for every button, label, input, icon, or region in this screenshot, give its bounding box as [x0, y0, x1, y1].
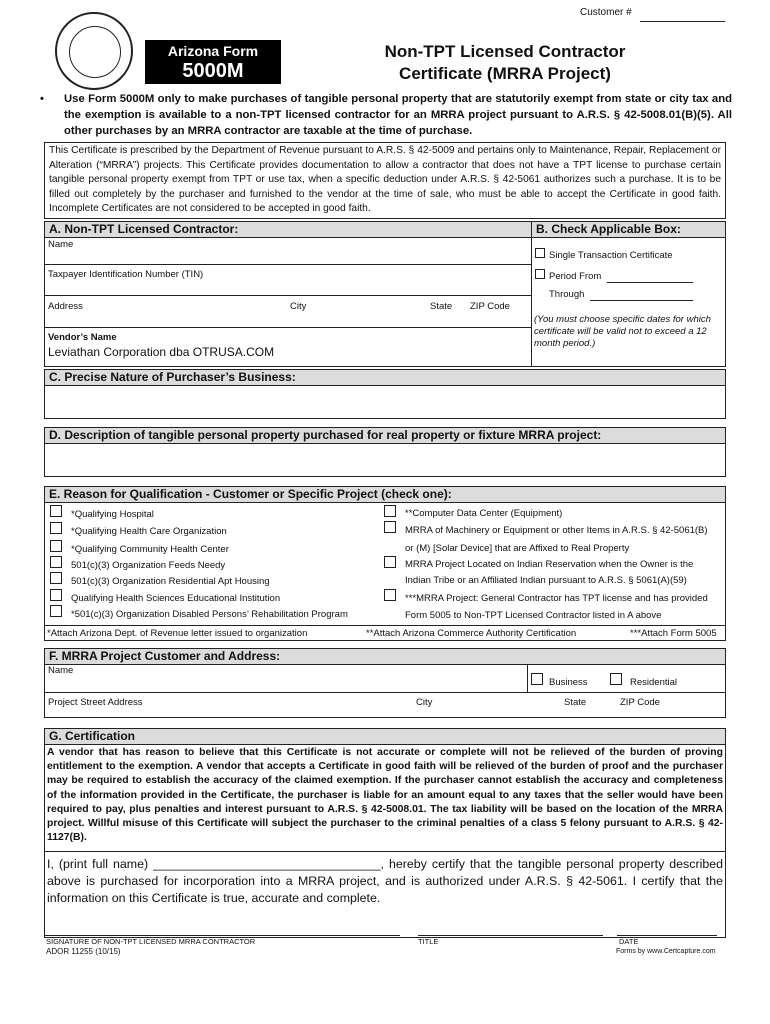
right-option: Indian Tribe or an Affiliated Indian pursuant to A.R.S. § 5061(A)(59) [405, 575, 687, 586]
period-from-label: Period From [549, 271, 602, 282]
address-label: Address [48, 301, 83, 312]
general-contractor-checkbox[interactable] [384, 589, 396, 601]
section-c-title: C. Precise Nature of Purchaser’s Business: [45, 370, 725, 386]
signature-line[interactable] [45, 935, 400, 936]
section-a-title: A. Non-TPT Licensed Contractor: [45, 222, 531, 238]
section-b-title: B. Check Applicable Box: [531, 222, 725, 238]
left-option: Qualifying Health Sciences Educational Institution [71, 593, 281, 604]
left-option: *Qualifying Health Care Organization [71, 526, 227, 537]
section-f-title: F. MRRA Project Customer and Address: [45, 649, 725, 665]
section-e-title: E. Reason for Qualification - Customer or Specific Project (check one): [45, 487, 725, 503]
credit-text: Forms by www.Certcapture.com [616, 948, 716, 955]
left-option: 501(c)(3) Organization Residential Apt Housing [71, 576, 270, 587]
vendor-name-value: Leviathan Corporation dba OTRUSA.COM [48, 345, 275, 359]
date-line[interactable] [617, 935, 717, 936]
indian-reservation-checkbox[interactable] [384, 556, 396, 568]
business-label: Business [549, 677, 588, 688]
form-badge [145, 40, 281, 84]
intro-paragraph: This Certificate is prescribed by the Department of Revenue pursuant to A.R.S. § 42-5009 and pertains only to Maintenance, Repair, Replacement or Alteration (“MRRA”) projects. This Certificate provides documentation to allow a contractor that does not have a TPT license to purchase certain tangible personal property exempt from TPT or use tax, when a specific deduction under A.R.S. § 42-5061 authorizes such a purchase. It is to be filled out completely by the purchaser and furnished to the vendor at the time of sale, who must be able to accept the Certificate in good faith. Incomplete Certificates are not considered to be accepted in good faith. [44, 142, 726, 219]
right-option: MRRA Project Located on Indian Reservation when the Owner is the [405, 559, 694, 570]
date-label: DATE [619, 937, 639, 946]
customer-name-label: Name [48, 665, 74, 676]
health-care-org-checkbox[interactable] [50, 522, 62, 534]
attach-footnote-2: **Attach Arizona Commerce Authority Certification [366, 628, 577, 639]
rehab-program-checkbox[interactable] [50, 605, 62, 617]
signature-label: SIGNATURE OF NON-TPT LICENSED MRRA CONTRACTOR [46, 937, 256, 946]
customer-number-label: Customer # [580, 7, 632, 18]
period-note: (You must choose specific dates for which certificate will be valid not to exceed a 12 month period.) [534, 314, 711, 349]
form-number: 5000M [182, 60, 244, 82]
residential-label: Residential [630, 677, 677, 688]
customer-number-line [640, 21, 725, 22]
vendor-name-label: Vendor’s Name [48, 332, 117, 343]
attach-footnote-3: ***Attach Form 5005 [630, 628, 717, 639]
usage-bullet: • Use Form 5000M only to make purchases of tangible personal property that are statutorily exempt from state or city tax and the exemption is available to a non-TPT licensed contractor for an MRRA project pursuant to A.R.S. § 42-5008.01(B)(5). All other purchases by an MRRA contractor are taxable at the time of purchase. [40, 93, 732, 137]
apt-housing-checkbox[interactable] [50, 572, 62, 584]
form-code: ADOR 11255 (10/15) [46, 947, 121, 956]
left-option: *Qualifying Community Health Center [71, 544, 229, 555]
computer-data-center-checkbox[interactable] [384, 505, 396, 517]
period-from-checkbox[interactable] [535, 269, 545, 279]
project-state-label: State [564, 697, 587, 708]
right-option: **Computer Data Center (Equipment) [405, 508, 563, 519]
zip-label: ZIP Code [470, 301, 510, 312]
left-option: *501(c)(3) Organization Disabled Persons’ Rehabilitation Program [71, 609, 348, 620]
tin-label: Taxpayer Identification Number (TIN) [48, 269, 204, 280]
through-label: Through [549, 289, 585, 300]
city-label: City [290, 301, 307, 312]
single-transaction-label: Single Transaction Certificate [549, 250, 673, 261]
bullet-dot: • [40, 93, 44, 105]
left-option: *Qualifying Hospital [71, 509, 154, 520]
certification-statement: I, (print full name) _________________________________, hereby certify that the tangible personal property described above is purchased for incorporation into a MRRA project, and is authorized under A.R.S. § 42-5061. I certify that the information on this Certificate is true, accurate and complete. [47, 857, 723, 905]
business-checkbox[interactable] [531, 673, 543, 685]
state-label: State [430, 301, 453, 312]
left-option: 501(c)(3) Organization Feeds Needy [71, 560, 226, 571]
vendor-warning-text: A vendor that has reason to believe that this Certificate is not accurate or complete will not be relieved of the burden of proving entitlement to the exemption. A vendor that accepts a Certificate in good faith will be relieved of the burden of proof and the purchaser may be required to establish the accuracy of the claimed exemption. If the purchaser cannot establish the accuracy and completeness of the information provided in the Certificate, the purchaser is liable for an amount equal to any taxes that the seller would have been required to pay, plus penalties and interest pursuant to A.R.S. § 42-5008.01. The tax liability will be based on the location of the MRRA project. Willful misuse of this Certificate will subject the purchaser to the criminal penalties of a class 5 felony pursuant to A.R.S. § 42-1127(B). [47, 747, 723, 844]
through-field[interactable] [590, 300, 693, 301]
project-city-label: City [416, 697, 433, 708]
right-option: MRRA of Machinery or Equipment or other Items in A.R.S. § 42-5061(B) [405, 525, 708, 536]
page-title: Non-TPT Licensed Contractor Certificate (MRRA Project) [384, 42, 626, 83]
residential-checkbox[interactable] [610, 673, 622, 685]
single-transaction-checkbox[interactable] [535, 248, 545, 258]
section-d-title: D. Description of tangible personal property purchased for real property or fixture MRRA project: [45, 428, 725, 444]
project-street-label: Project Street Address [48, 697, 143, 708]
contractor-name-label: Name [48, 239, 74, 250]
period-from-field[interactable] [607, 282, 693, 283]
right-option: ***MRRA Project: General Contractor has TPT license and has provided [405, 593, 708, 604]
project-zip-label: ZIP Code [620, 697, 660, 708]
right-option: Form 5005 to Non-TPT Licensed Contractor listed in A above [405, 610, 662, 621]
section-g-title: G. Certification [45, 729, 725, 745]
title-line[interactable] [418, 935, 603, 936]
mrra-machinery-checkbox[interactable] [384, 521, 396, 533]
title-label: TITLE [418, 937, 439, 946]
community-health-checkbox[interactable] [50, 540, 62, 552]
form-label: Arizona Form [167, 43, 259, 59]
health-sciences-checkbox[interactable] [50, 589, 62, 601]
feeds-needy-checkbox[interactable] [50, 556, 62, 568]
right-option: or (M) [Solar Device] that are Affixed to Real Property [405, 543, 630, 554]
state-seal-logo [55, 12, 133, 90]
qualifying-hospital-checkbox[interactable] [50, 505, 62, 517]
attach-footnote-1: *Attach Arizona Dept. of Revenue letter issued to organization [47, 628, 308, 639]
